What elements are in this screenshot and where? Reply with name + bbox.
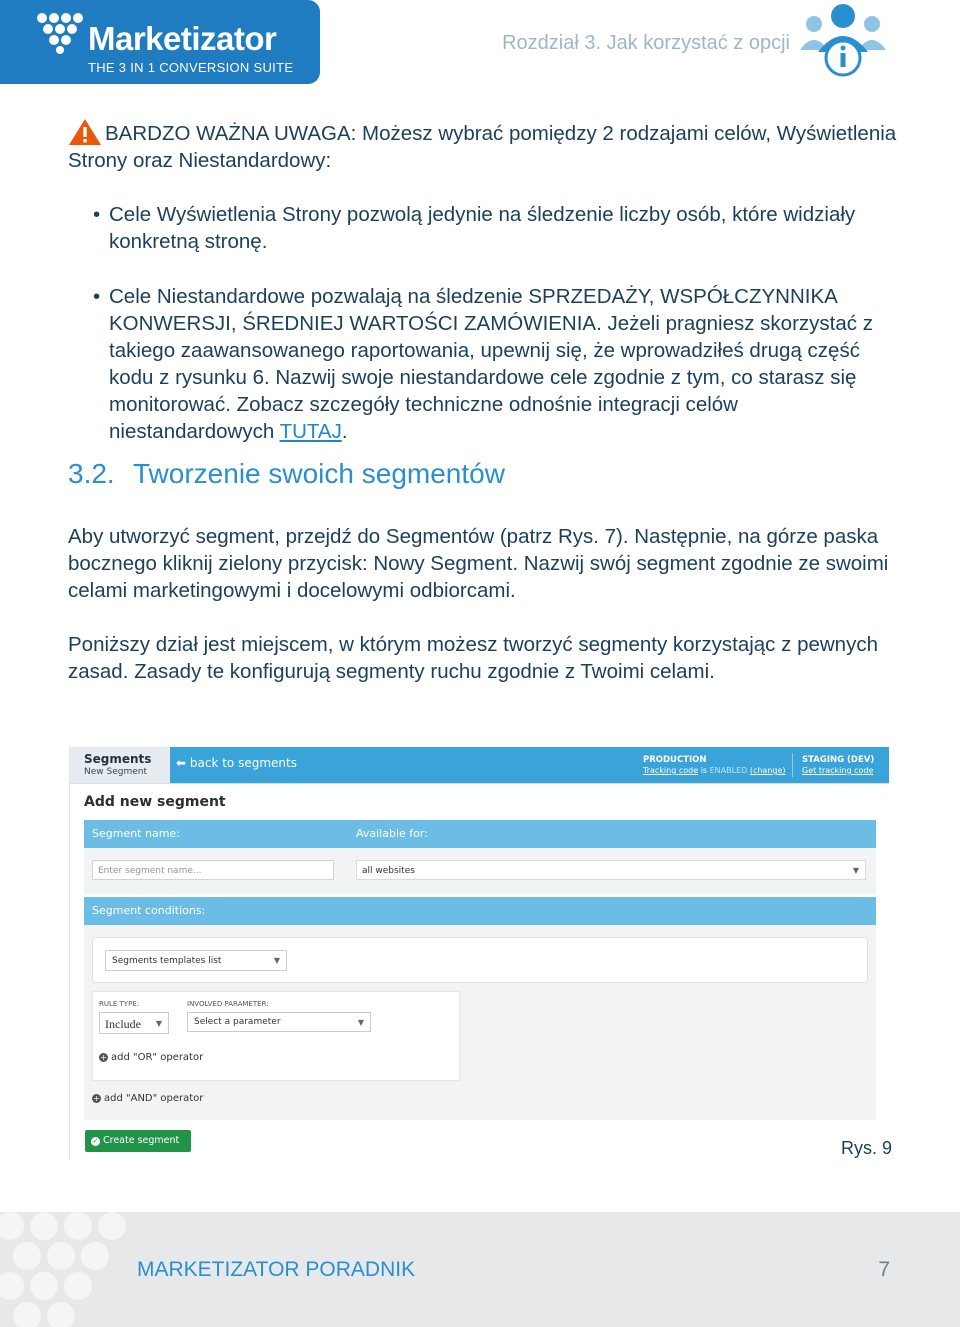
plus-icon: + bbox=[100, 1053, 107, 1062]
warning-text: BARDZO WAŻNA UWAGA: Możesz wybrać pomiędzy 2 rodzajami celów, Wyświetlenia Strony oraz Niestandardowy: bbox=[68, 122, 897, 172]
section-number: 3.2. bbox=[68, 458, 115, 489]
rule-box bbox=[92, 991, 460, 1081]
templates-select[interactable] bbox=[105, 950, 287, 971]
segment-name-panel bbox=[84, 848, 876, 894]
logo-name: Marketizator bbox=[88, 20, 277, 57]
tracking-status: ENABLED bbox=[709, 766, 748, 775]
bullet-dot: • bbox=[93, 203, 101, 226]
add-segment-title: Add new segment bbox=[84, 794, 226, 810]
grapes-logo-icon bbox=[36, 12, 86, 54]
check-icon: ✓ bbox=[92, 1137, 99, 1145]
add-or-operator[interactable] bbox=[99, 1052, 203, 1063]
create-segment-label: Create segment bbox=[103, 1135, 180, 1146]
bullet-end: . bbox=[341, 420, 348, 443]
warning-icon bbox=[68, 118, 102, 146]
figure-caption: Rys. 9 bbox=[840, 1138, 892, 1158]
available-for-label: Available for: bbox=[356, 827, 428, 840]
parameter-value: Select a parameter bbox=[194, 1017, 281, 1027]
segment-conditions-bar bbox=[84, 897, 876, 925]
back-link-label: back to segments bbox=[189, 756, 297, 770]
rule-type-value: Include bbox=[105, 1017, 141, 1031]
get-tracking-code-link[interactable]: Get tracking code bbox=[802, 766, 874, 775]
segment-conditions-panel bbox=[84, 925, 876, 1120]
parameter-select[interactable] bbox=[187, 1012, 371, 1032]
tracking-is: is bbox=[700, 766, 708, 775]
back-to-segments-link[interactable] bbox=[176, 756, 297, 770]
rule-type-select[interactable] bbox=[99, 1012, 169, 1034]
production-tracking bbox=[643, 766, 786, 775]
list-item bbox=[93, 283, 889, 445]
section-title: Tworzenie swoich segmentów bbox=[133, 458, 505, 489]
footer-title: MARKETIZATOR PORADNIK bbox=[137, 1258, 416, 1281]
add-or-label: add "OR" operator bbox=[111, 1052, 204, 1063]
chapter-title: Rozdział 3. Jak korzystać z opcji bbox=[502, 32, 790, 54]
plus-icon: + bbox=[93, 1094, 100, 1103]
segment-name-bar bbox=[84, 820, 876, 848]
segment-name-label: Segment name: bbox=[92, 827, 180, 840]
divider bbox=[792, 753, 793, 777]
grapes-decor-icon bbox=[0, 1212, 130, 1327]
involved-parameter-label: INVOLVED PARAMETER: bbox=[187, 1000, 269, 1008]
chevron-down-icon: ▼ bbox=[155, 1019, 162, 1028]
chevron-down-icon: ▼ bbox=[357, 1018, 364, 1027]
segment-screenshot bbox=[69, 747, 889, 1160]
segment-name-input[interactable]: Enter segment name... bbox=[92, 860, 334, 880]
templates-box bbox=[92, 937, 868, 983]
templates-select-value: Segments templates list bbox=[112, 956, 222, 966]
change-link[interactable]: (change) bbox=[749, 766, 786, 775]
chevron-down-icon: ▼ bbox=[273, 956, 280, 965]
staging-label: STAGING (DEV) bbox=[802, 755, 875, 765]
segments-title: Segments bbox=[84, 752, 152, 766]
bullet-text: Cele Wyświetlenia Strony pozwolą jedynie na śledzenie liczby osób, które widziały konkretną stronę. bbox=[109, 203, 856, 253]
segments-subtitle: New Segment bbox=[84, 767, 147, 777]
segment-conditions-label: Segment conditions: bbox=[92, 904, 206, 917]
chevron-down-icon: ▼ bbox=[852, 866, 859, 875]
warning-note bbox=[68, 118, 898, 174]
rule-type-label: RULE TYPE: bbox=[99, 1000, 140, 1008]
bullet-text: Cele Niestandardowe pozwalają na śledzenie SPRZEDAŻY, WSPÓŁCZYNNIKA KONWERSJI, ŚREDNIEJ WARTOŚCI ZAMÓWIENIA. Jeżeli pragniesz skorzystać z takiego zaawansowanego raportowania, upewnij się, że wprowadziłeś drugą część kodu z rysunku 6. Nazwij swoje niestandardowe cele zgodnie z tym, co starasz się monitorować. Zobacz szczegóły techniczne odnośnie integracji celów niestandardowych bbox=[109, 285, 873, 443]
add-and-label: add "AND" operator bbox=[104, 1093, 204, 1104]
production-label: PRODUCTION bbox=[643, 755, 707, 765]
add-and-operator[interactable] bbox=[92, 1093, 203, 1104]
logo-tagline: THE 3 IN 1 CONVERSION SUITE bbox=[88, 60, 294, 75]
paragraph: Aby utworzyć segment, przejdź do Segmentów (patrz Rys. 7). Następnie, na górze paska bocznego kliknij zielony przycisk: Nowy Segment. Nazwij swój segment zgodnie ze swoimi celami marketingowymi i docelowymi odbiorcami. bbox=[68, 525, 889, 602]
back-arrow-icon: ⬅ bbox=[176, 756, 187, 770]
people-info-icon bbox=[796, 2, 890, 78]
bullet-dot: • bbox=[93, 285, 101, 308]
create-segment-button[interactable] bbox=[85, 1130, 191, 1152]
page-number: 7 bbox=[878, 1258, 890, 1281]
list-item bbox=[93, 201, 889, 255]
tracking-code-link[interactable]: Tracking code bbox=[643, 766, 699, 775]
available-for-value: all websites bbox=[362, 866, 415, 876]
tutaj-link[interactable]: TUTAJ bbox=[279, 420, 342, 443]
paragraph: Poniższy dział jest miejscem, w którym możesz tworzyć segmenty korzystając z pewnych zasad. Zasady te konfigurują segmenty ruchu zgodnie z Twoimi celami. bbox=[68, 633, 878, 683]
available-for-select[interactable] bbox=[356, 860, 866, 880]
